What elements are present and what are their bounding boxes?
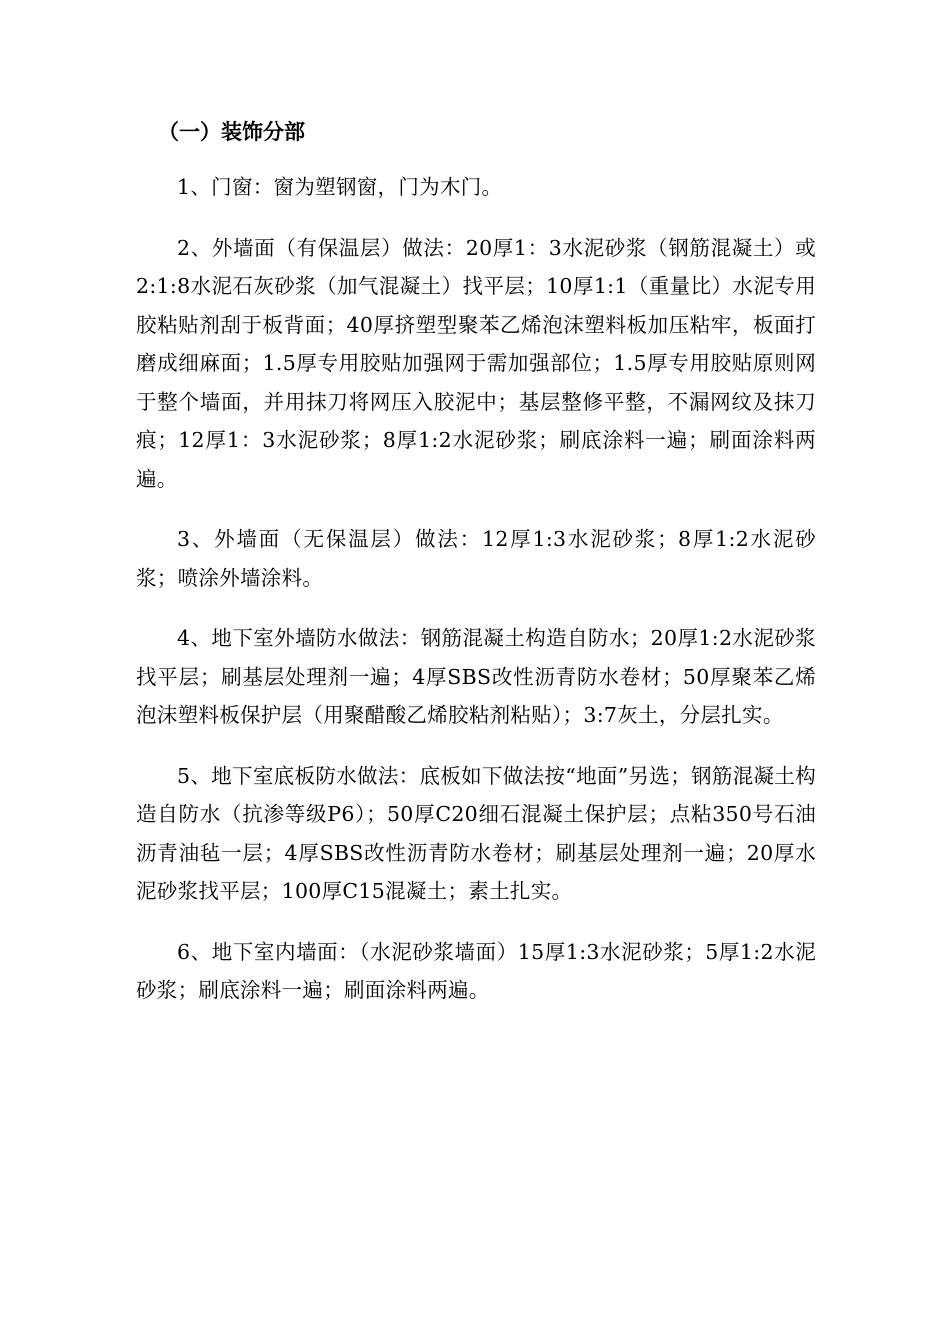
paragraph-basement-floor-waterproofing: 5、地下室底板防水做法：底板如下做法按“地面”另选；钢筋混凝土构造自防水（抗渗等级P6）；50厚C20细石混凝土保护层；点粘350号石油沥青油毡一层；4厚SBS改性沥青防水卷材；刷基层处理剂一遍；20厚水泥砂浆找平层；100厚C15混凝土；素土扎实。 xyxy=(136,763,816,903)
section-title: （一）装饰分部 xyxy=(158,120,305,144)
document-body xyxy=(136,168,816,1032)
paragraph-basement-interior-wall: 6、地下室内墙面：（水泥砂浆墙面）15厚1:3水泥砂浆；5厚1:2水泥砂浆；刷底涂料一遍；刷面涂料两遍。 xyxy=(136,939,816,1002)
paragraph-exterior-wall-uninsulated: 3、外墙面（无保温层）做法：12厚1:3水泥砂浆；8厚1:2水泥砂浆；喷涂外墙涂料。 xyxy=(136,527,816,590)
paragraph-basement-exterior-waterproofing: 4、地下室外墙防水做法：钢筋混凝土构造自防水；20厚1:2水泥砂浆找平层；刷基层处理剂一遍；4厚SBS改性沥青防水卷材；50厚聚苯乙烯泡沫塑料板保护层（用聚醋酸乙烯胶粘剂粘贴）；3:7灰土，分层扎实。 xyxy=(136,626,816,727)
paragraph-exterior-wall-insulated: 2、外墙面（有保温层）做法：20厚1：3水泥砂浆（钢筋混凝土）或2:1:8水泥石灰砂浆（加气混凝土）找平层；10厚1:1（重量比）水泥专用胶粘贴剂刮于板背面；40厚挤塑型聚苯乙烯泡沫塑料板加压粘牢，板面打磨成细麻面；1.5厚专用胶贴加强网于需加强部位；1.5厚专用胶贴原则网于整个墙面，并用抹刀将网压入胶泥中；基层整修平整，不漏网纹及抹刀痕；12厚1：3水泥砂浆；8厚1:2水泥砂浆；刷底涂料一遍；刷面涂料两遍。 xyxy=(136,235,816,491)
paragraph-doors-windows: 1、门窗：窗为塑钢窗，门为木门。 xyxy=(177,175,503,199)
